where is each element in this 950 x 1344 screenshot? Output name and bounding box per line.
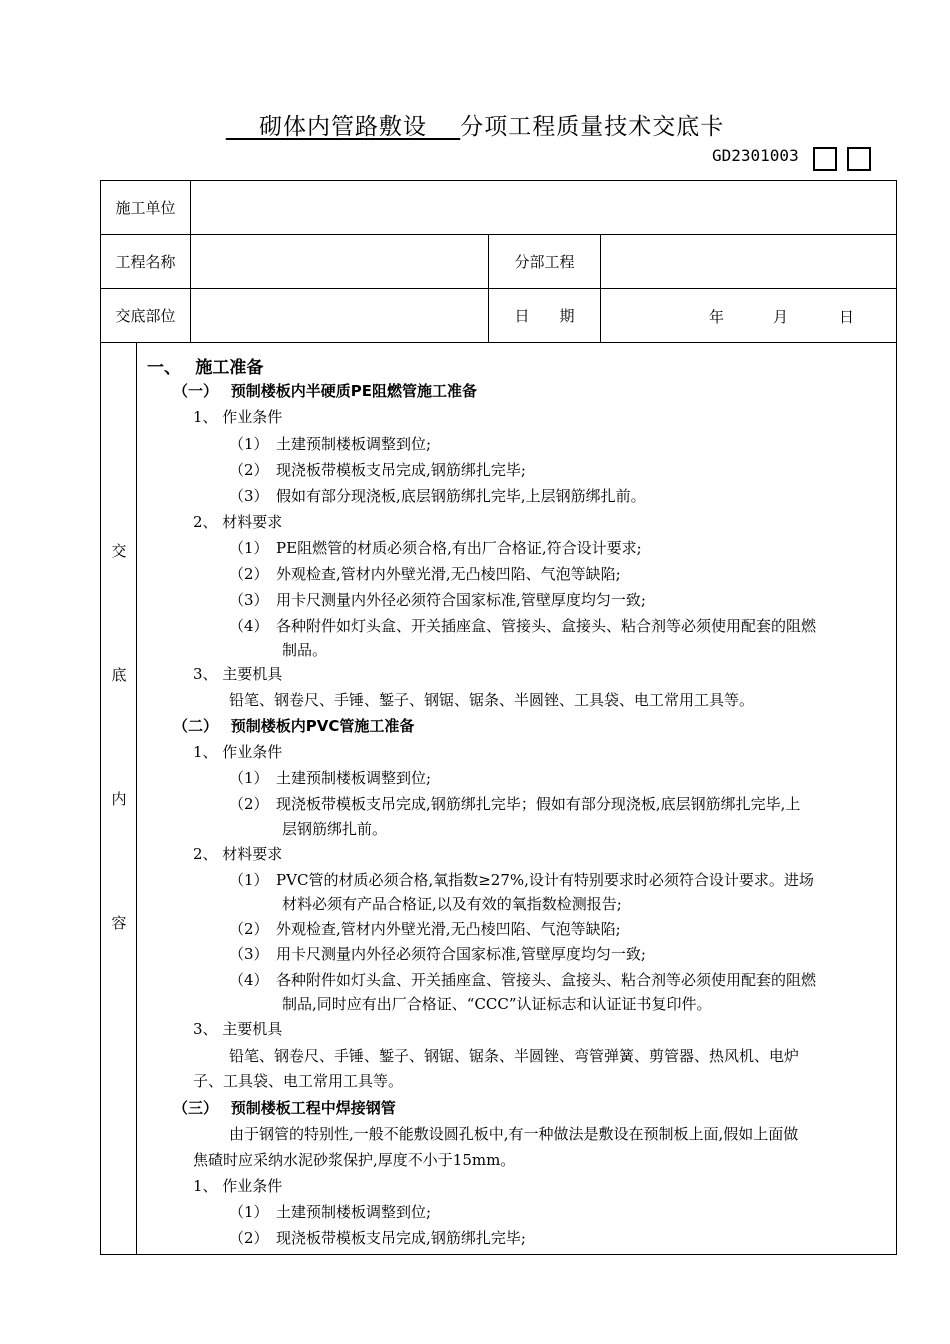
document-code: GD2301003 xyxy=(712,146,799,165)
handover-form xyxy=(100,180,897,1255)
construction-unit-field[interactable] xyxy=(191,181,897,235)
date-field[interactable] xyxy=(601,289,897,343)
date-day: 日 xyxy=(839,308,855,326)
sub-project-field[interactable] xyxy=(601,235,897,289)
content-label-char-1: 交 xyxy=(111,542,127,560)
content-body xyxy=(137,343,897,1255)
list-item: （2） 现浇板带模板支吊完成,钢筋绑扎完毕；假如有部分现浇板,底层钢筋绑扎完毕,上 xyxy=(229,795,801,813)
item-heading: 2、 材料要求 xyxy=(193,513,283,531)
list-item: （4） 各种附件如灯头盒、开关插座盒、管接头、盒接头、粘合剂等必须使用配套的阻燃 xyxy=(229,971,817,989)
document-title xyxy=(0,108,950,141)
list-item: （1） 土建预制楼板调整到位; xyxy=(229,435,432,453)
handover-part-field[interactable] xyxy=(191,289,489,343)
project-name-field[interactable] xyxy=(191,235,489,289)
list-item: （2） 外观检查,管材内外壁光滑,无凸棱凹陷、气泡等缺陷; xyxy=(229,565,621,583)
list-item: （1） 土建预制楼板调整到位; xyxy=(229,769,432,787)
list-item-continuation: 层钢筋绑扎前。 xyxy=(282,820,388,838)
list-item: （3） 用卡尺测量内外径必须符合国家标准,管壁厚度均匀一致; xyxy=(229,945,646,963)
list-item: （3） 假如有部分现浇板,底层钢筋绑扎完毕,上层钢筋绑扎前。 xyxy=(229,487,646,505)
item-heading: 3、 主要机具 xyxy=(193,1020,283,1038)
item-heading: 1、 作业条件 xyxy=(193,743,283,761)
paragraph-continuation: 子、工具袋、电工常用工具等。 xyxy=(193,1072,404,1090)
paragraph: 铅笔、钢卷尺、手锤、錾子、钢锯、锯条、半圆锉、工具袋、电工常用工具等。 xyxy=(229,691,755,709)
date-month: 月 xyxy=(773,308,789,326)
content-label-char-3: 内 xyxy=(111,790,127,808)
list-item: （2） 现浇板带模板支吊完成,钢筋绑扎完毕; xyxy=(229,461,526,479)
sub-project-label: 分部工程 xyxy=(489,235,601,289)
list-item: （4） 各种附件如灯头盒、开关插座盒、管接头、盒接头、粘合剂等必须使用配套的阻燃 xyxy=(229,617,817,635)
list-item-continuation: 制品,同时应有出厂合格证、“CCC”认证标志和认证证书复印件。 xyxy=(282,995,712,1013)
handover-part-label: 交底部位 xyxy=(101,289,191,343)
list-item: （2） 现浇板带模板支吊完成,钢筋绑扎完毕; xyxy=(229,1229,526,1247)
title-suffix: 分项工程质量技术交底卡 xyxy=(460,114,725,140)
paragraph: 铅笔、钢卷尺、手锤、錾子、钢锯、锯条、半圆锉、弯管弹簧、剪管器、热风机、电炉 xyxy=(229,1047,800,1065)
item-heading: 1、 作业条件 xyxy=(193,1177,283,1195)
list-item-continuation: 制品。 xyxy=(282,641,328,659)
item-heading: 2、 材料要求 xyxy=(193,845,283,863)
list-item: （1） PVC管的材质必须合格,氧指数≥27%,设计有特别要求时必须符合设计要求。进场 xyxy=(229,871,814,889)
checkbox-1[interactable] xyxy=(813,147,837,171)
list-item: （1） 土建预制楼板调整到位; xyxy=(229,1203,432,1221)
date-label: 日 期 xyxy=(489,289,601,343)
content-label xyxy=(101,343,137,1255)
checkbox-2[interactable] xyxy=(847,147,871,171)
subsection-heading: （三） 预制楼板工程中焊接钢管 xyxy=(173,1099,396,1117)
list-item: （1） PE阻燃管的材质必须合格,有出厂合格证,符合设计要求; xyxy=(229,539,642,557)
item-heading: 3、 主要机具 xyxy=(193,665,283,683)
paragraph-continuation: 焦碴时应采纳水泥砂浆保护,厚度不小于15mm。 xyxy=(193,1151,516,1169)
subsection-heading: （一） 预制楼板内半硬质PE阻燃管施工准备 xyxy=(173,382,477,400)
content-label-char-2: 底 xyxy=(111,666,127,684)
paragraph: 由于钢管的特别性,一般不能敷设圆孔板中,有一种做法是敷设在预制板上面,假如上面做 xyxy=(229,1125,799,1143)
list-item: （3） 用卡尺测量内外径必须符合国家标准,管壁厚度均匀一致; xyxy=(229,591,646,609)
list-item: （2） 外观检查,管材内外壁光滑,无凸棱凹陷、气泡等缺陷; xyxy=(229,920,621,938)
list-item-continuation: 材料必须有产品合格证,以及有效的氧指数检测报告; xyxy=(282,895,622,913)
section-heading: 一、 施工准备 xyxy=(147,358,264,378)
date-year: 年 xyxy=(709,308,725,326)
content-label-char-4: 容 xyxy=(111,914,127,932)
title-subject: 砌体内管路敷设 xyxy=(259,114,427,140)
project-name-label: 工程名称 xyxy=(101,235,191,289)
construction-unit-label: 施工单位 xyxy=(101,181,191,235)
subsection-heading: （二） 预制楼板内PVC管施工准备 xyxy=(173,717,415,735)
item-heading: 1、 作业条件 xyxy=(193,408,283,426)
